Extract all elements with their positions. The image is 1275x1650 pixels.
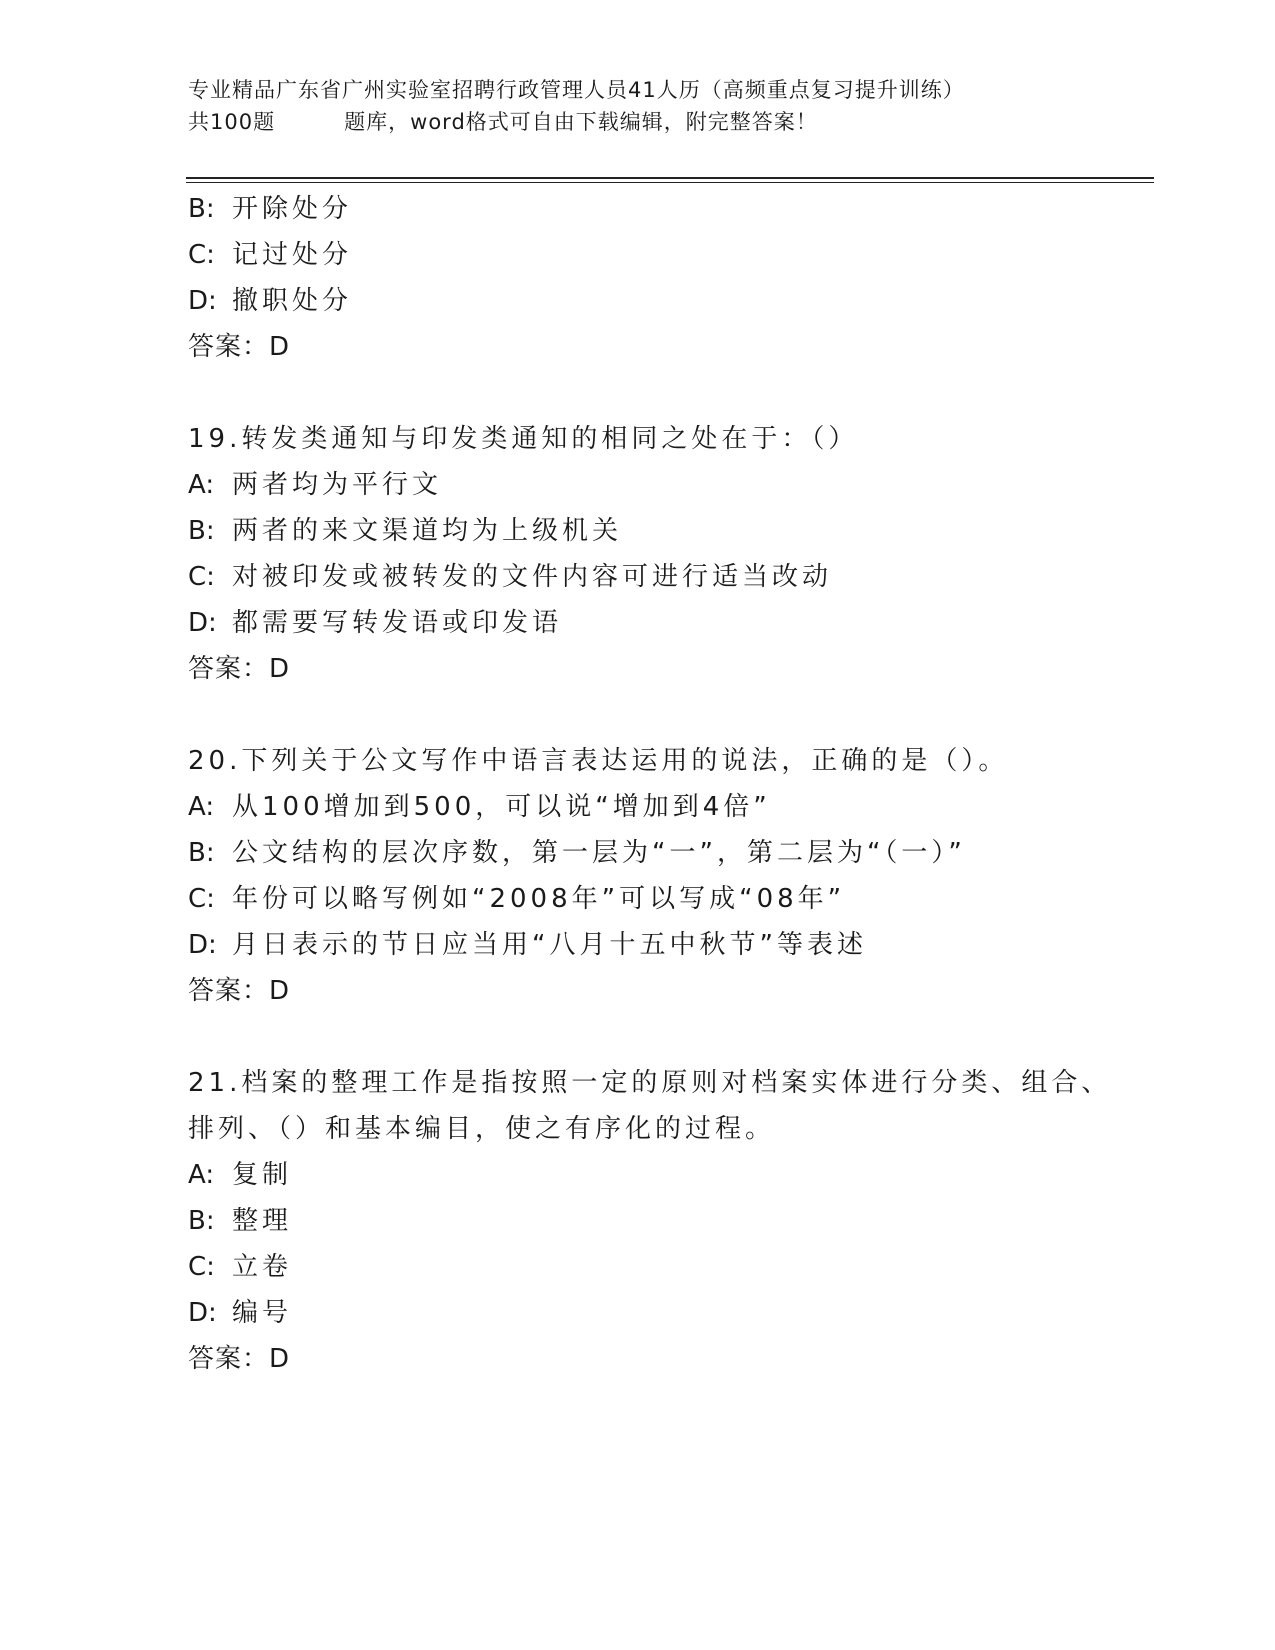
option-text: 记过处分 <box>232 240 353 270</box>
option-text: 从100增加到500，可以说“增加到4倍” <box>232 792 771 822</box>
question-20-block <box>188 738 1088 1014</box>
question-18-option-c <box>188 232 1088 278</box>
spacer <box>188 692 1088 738</box>
option-label: D: <box>188 930 217 960</box>
question-21-stem-line-2: 排列、（）和基本编目，使之有序化的过程。 <box>188 1114 776 1144</box>
spacer <box>188 1014 1088 1060</box>
question-18-option-d <box>188 278 1088 324</box>
option-text: 复制 <box>232 1160 293 1190</box>
option-label: B: <box>188 194 215 224</box>
option-label: C: <box>188 884 215 914</box>
option-text: 对被印发或被转发的文件内容可进行适当改动 <box>232 562 833 592</box>
question-20-option-d <box>188 922 1088 968</box>
option-label: A: <box>188 470 215 500</box>
option-label: A: <box>188 1160 215 1190</box>
question-20-stem: 20.下列关于公文写作中语言表达运用的说法，正确的是（）。 <box>188 746 1009 776</box>
question-21-block <box>188 1060 1112 1382</box>
option-label: C: <box>188 1252 215 1282</box>
question-20-option-a <box>188 784 1088 830</box>
question-list <box>188 186 1112 1382</box>
option-text: 年份可以略写例如“2008年”可以写成“08年” <box>232 884 846 914</box>
question-19-option-c <box>188 554 1088 600</box>
header-divider-thick <box>186 177 1154 179</box>
option-text: 月日表示的节日应当用“八月十五中秋节”等表述 <box>232 930 867 960</box>
question-20-option-c <box>188 876 1088 922</box>
page-header <box>188 74 1088 138</box>
question-19-stem: 19.转发类通知与印发类通知的相同之处在于：（） <box>188 424 859 454</box>
question-19-option-d <box>188 600 1088 646</box>
spacer <box>188 370 1088 416</box>
question-21-option-a <box>188 1152 1088 1198</box>
option-label: D: <box>188 1298 217 1328</box>
question-19-block <box>188 416 1088 692</box>
option-label: D: <box>188 608 217 638</box>
option-label: A: <box>188 792 215 822</box>
header-divider-thin <box>186 182 1154 183</box>
option-label: B: <box>188 838 215 868</box>
question-19-answer: 答案：D <box>188 654 291 684</box>
question-21-option-d <box>188 1290 1088 1336</box>
option-text: 两者均为平行文 <box>232 470 443 500</box>
option-text: 开除处分 <box>232 194 353 224</box>
option-label: C: <box>188 240 215 270</box>
header-title-line-1: 专业精品广东省广州实验室招聘行政管理人员41人历（高频重点复习提升训练） <box>188 78 965 102</box>
question-18-block <box>188 186 1088 370</box>
question-19-option-b <box>188 508 1088 554</box>
option-label: B: <box>188 1206 215 1236</box>
option-text: 整理 <box>232 1206 293 1236</box>
option-label: B: <box>188 516 215 546</box>
option-text: 立卷 <box>232 1252 293 1282</box>
option-label: D: <box>188 286 217 316</box>
option-text: 两者的来文渠道均为上级机关 <box>232 516 623 546</box>
option-text: 撤职处分 <box>232 286 353 316</box>
option-text: 都需要写转发语或印发语 <box>232 608 563 638</box>
option-text: 公文结构的层次序数，第一层为“一”，第二层为“（一）” <box>232 838 966 868</box>
question-21-stem-line-1: 21.档案的整理工作是指按照一定的原则对档案实体进行分类、组合、 <box>188 1068 1112 1098</box>
question-18-option-b <box>188 186 1088 232</box>
header-title-line-2: 共100题 题库，word格式可自由下载编辑，附完整答案！ <box>188 110 818 134</box>
question-21-option-b <box>188 1198 1088 1244</box>
question-20-answer: 答案：D <box>188 976 291 1006</box>
question-19-option-a <box>188 462 1088 508</box>
option-text: 编号 <box>232 1298 293 1328</box>
question-21-option-c <box>188 1244 1088 1290</box>
question-20-option-b <box>188 830 1088 876</box>
option-label: C: <box>188 562 215 592</box>
question-18-answer: 答案：D <box>188 332 291 362</box>
question-21-answer: 答案：D <box>188 1344 291 1374</box>
